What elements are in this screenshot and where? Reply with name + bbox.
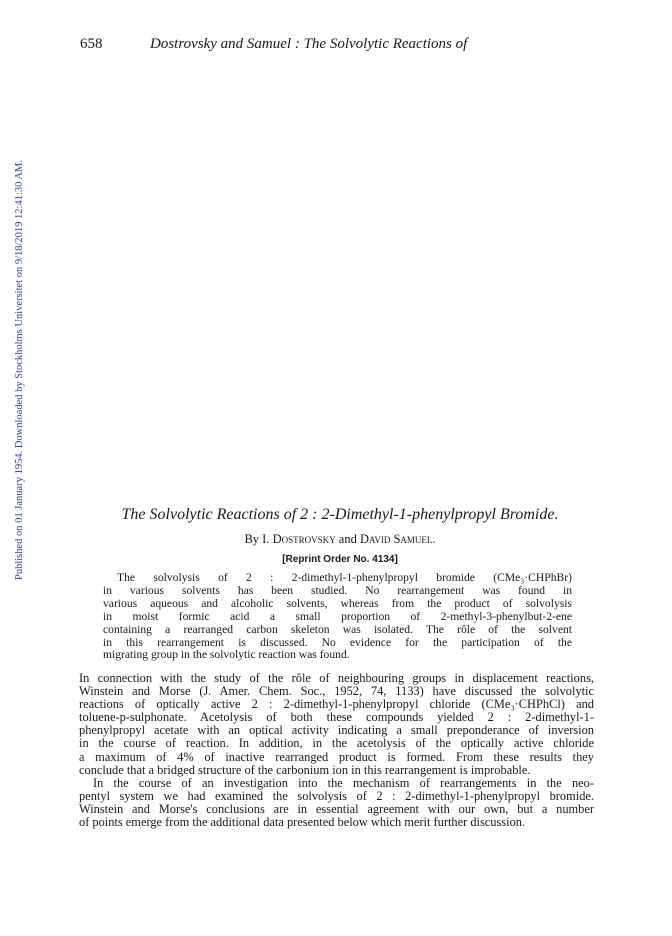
abstract-line: in moist formic acid a small proportion of 2-methyl-3-phenylbut-2-ene: [103, 609, 572, 623]
abstract-line: migrating group in the solvolytic reaction was found.: [103, 648, 350, 662]
abstract-line: The solvolysis of 2 : 2-dimethyl-1-phenylpropyl bromide (CMe₃·CHPhBr): [117, 571, 572, 584]
body-line: toluene-p-sulphonate. Acetolysis of both these compounds yielded 2 : 2-dimethyl-1-: [79, 710, 594, 725]
body-line: of points emerge from the additional data presented below which merit further discussion.: [79, 815, 526, 830]
running-header: [80, 36, 600, 56]
body-line: in the course of reaction. In addition, in the acetolysis of the optically active chloride: [79, 736, 594, 751]
body-line: Winstein and Morse's conclusions are in essential agreement with our own, but a number: [79, 801, 594, 816]
body-line: Winstein and Morse (J. Amer. Chem. Soc., 1952, 74, 1133) have discussed the solvolytic: [79, 684, 594, 699]
abstract: [103, 572, 572, 662]
abstract-line: various aqueous and alcoholic solvents, whereas from the product of solvolysis: [103, 596, 572, 610]
abstract-line: in various solvents has been studied. No rearrangement was found in: [103, 583, 572, 597]
page-number: 658: [80, 36, 103, 52]
download-watermark: [0, 140, 25, 580]
watermark-text: Published on 01 January 1954. Downloaded by Stockholms Universitet on 9/18/2019 12:41:30 AM.: [14, 160, 25, 580]
body-line: conclude that a bridged structure of the carbonium ion in this rearrangement is improbable.: [79, 762, 531, 777]
body-line: phenylpropyl acetate with an optical activity indicating a small preponderance of inversion: [79, 723, 594, 738]
body-line: In connection with the study of the rôle of neighbouring groups in displacement reactions,: [79, 671, 594, 685]
authors-end: .: [432, 532, 436, 546]
body-line: reactions of optically active 2 : 2-dimethyl-1-phenylpropyl chloride (CMe₃·CHPhCl) and: [79, 697, 594, 712]
abstract-line: containing a rearranged carbon skeleton was isolated. The rôle of the solvent: [103, 622, 572, 636]
author-2: David Samuel: [359, 532, 433, 546]
body-line: In the course of an investigation into the mechanism of rearrangements in the neo-: [93, 775, 594, 790]
authors-and: and: [335, 532, 360, 546]
authors-by: By I.: [244, 532, 273, 546]
body-line: pentyl system we had examined the solvolysis of 2 : 2-dimethyl-1-phenylpropyl bromide.: [79, 788, 594, 803]
running-title: Dostrovsky and Samuel : The Solvolytic Reactions of: [150, 36, 468, 52]
author-line: [60, 532, 620, 547]
author-1: Dostrovsky: [272, 532, 336, 546]
body-line: a maximum of 4% of inactive rearranged product is formed. From these results they: [79, 749, 594, 764]
article-title: The Solvolytic Reactions of 2 : 2-Dimethyl-1-phenylpropyl Bromide.: [121, 506, 559, 523]
body-text: [79, 672, 594, 829]
abstract-line: in this rearrangement is discussed. No evidence for the participation of the: [103, 635, 572, 649]
reprint-order: [Reprint Order No. 4134]: [282, 554, 398, 565]
